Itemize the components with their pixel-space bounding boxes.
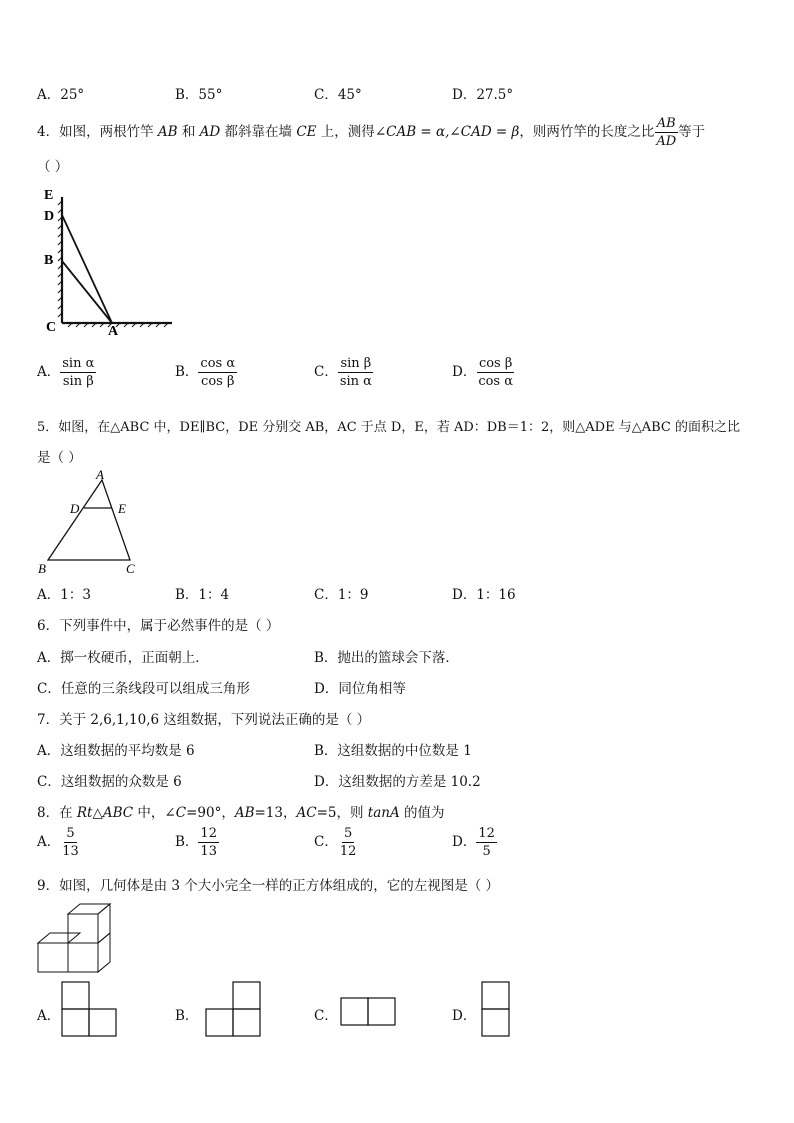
q4-stem: 4．如图，两根竹竿 AB 和 AD 都斜靠在墙 CE 上，测得∠CAB = α,∠CAD = β，则两竹竿的长度之比 $\frac{AB}{AD}$ 等于 xyxy=(37,116,706,149)
left-cube-top xyxy=(38,933,80,943)
right-cube-front xyxy=(68,943,98,972)
q9-option-b-figure xyxy=(205,981,263,1037)
q4-option-b: B． $\frac{\text{cos α}}{\text{cos β}}$ xyxy=(175,356,236,389)
triangle-abc xyxy=(48,480,130,560)
label-e: E xyxy=(44,188,54,203)
q4-wall-figure xyxy=(40,183,180,335)
q6-option-a: A．掷一枚硬币，正面朝上． xyxy=(37,650,209,666)
q4-paren: （ ） xyxy=(37,159,69,175)
q9-option-d-label: D． xyxy=(452,1008,477,1024)
q6-stem: 6．下列事件中，属于必然事件的是（ ） xyxy=(37,618,280,634)
q3-option-b: B．55° xyxy=(175,87,223,103)
q7-stem: 7．关于 2,6,1,10,6 这组数据，下列说法正确的是（ ） xyxy=(37,712,371,728)
label-c: C xyxy=(126,561,135,576)
q6-option-d: D．同位角相等 xyxy=(314,681,406,697)
label-a: A xyxy=(108,324,119,335)
label-b: B xyxy=(38,561,46,576)
q9-option-c-label: C． xyxy=(314,1008,338,1024)
q5-option-b: B．1：4 xyxy=(175,587,230,603)
q4-option-d: D． $\frac{\text{cos β}}{\text{cos α}}$ xyxy=(452,356,514,389)
q4-ratio-fraction: $\frac{AB}{AD}$ xyxy=(656,116,677,149)
label-d: D xyxy=(44,209,55,224)
q9-option-a-label: A． xyxy=(37,1008,61,1024)
q7-option-b: B．这组数据的中位数是 1 xyxy=(314,743,472,759)
q3-option-c: C．45° xyxy=(314,87,362,103)
q7-option-d: D．这组数据的方差是 10.2 xyxy=(314,774,481,790)
q5-option-c: C．1：9 xyxy=(314,587,369,603)
label-e: E xyxy=(118,501,126,516)
q7-option-a: A．这组数据的平均数是 6 xyxy=(37,743,195,759)
q5-option-a: A．1：3 xyxy=(37,587,91,603)
q8-option-d: D． $\frac{12}{5}$ xyxy=(452,826,495,859)
right-cube-side xyxy=(98,933,110,972)
q6-option-b: B．抛出的篮球会下落． xyxy=(314,650,459,666)
q9-stem: 9．如图，几何体是由 3 个大小完全一样的正方体组成的，它的左视图是（ ） xyxy=(37,878,500,894)
q8-option-b: B． $\frac{12}{13}$ xyxy=(175,826,217,859)
q3-option-a: A．25° xyxy=(37,87,85,103)
label-d: D xyxy=(70,501,80,516)
q8-stem: 8．在 Rt△ABC 中，∠C=90°，AB=13，AC=5，则 tanA 的值为 xyxy=(37,805,445,821)
label-c: C xyxy=(46,320,57,335)
q5-stem-line2: 是（ ） xyxy=(37,450,82,466)
label-a: A xyxy=(96,468,104,482)
q9-option-b-label: B． xyxy=(175,1008,199,1024)
q7-option-c: C．这组数据的众数是 6 xyxy=(37,774,182,790)
label-b: B xyxy=(44,253,54,268)
q3-option-d: D．27.5° xyxy=(452,87,514,103)
q4-option-a: A． $\frac{\text{sin α}}{\text{sin β}}$ xyxy=(37,356,95,389)
q8-option-a: A． $\frac{5}{13}$ xyxy=(37,826,79,859)
q9-option-c-figure xyxy=(340,997,398,1027)
q9-option-d-figure xyxy=(481,981,511,1037)
q9-option-a-figure xyxy=(61,981,119,1037)
q5-option-d: D．1：16 xyxy=(452,587,516,603)
q9-cube-figure xyxy=(34,900,114,976)
left-cube-front xyxy=(38,943,68,972)
top-cube-side xyxy=(98,904,110,943)
q5-stem-line1: 5．如图，在△ABC 中，DE∥BC，DE 分别交 AB，AC 于点 D，E，若 AD：DB＝1：2，则△ADE 与△ABC 的面积之比 xyxy=(37,420,740,435)
q4-option-c: C． $\frac{\text{sin β}}{\text{sin α}}$ xyxy=(314,356,372,389)
q5-triangle-figure xyxy=(36,468,146,578)
q6-option-c: C．任意的三条线段可以组成三角形 xyxy=(37,681,250,697)
q8-option-c: C． $\frac{5}{12}$ xyxy=(314,826,357,859)
